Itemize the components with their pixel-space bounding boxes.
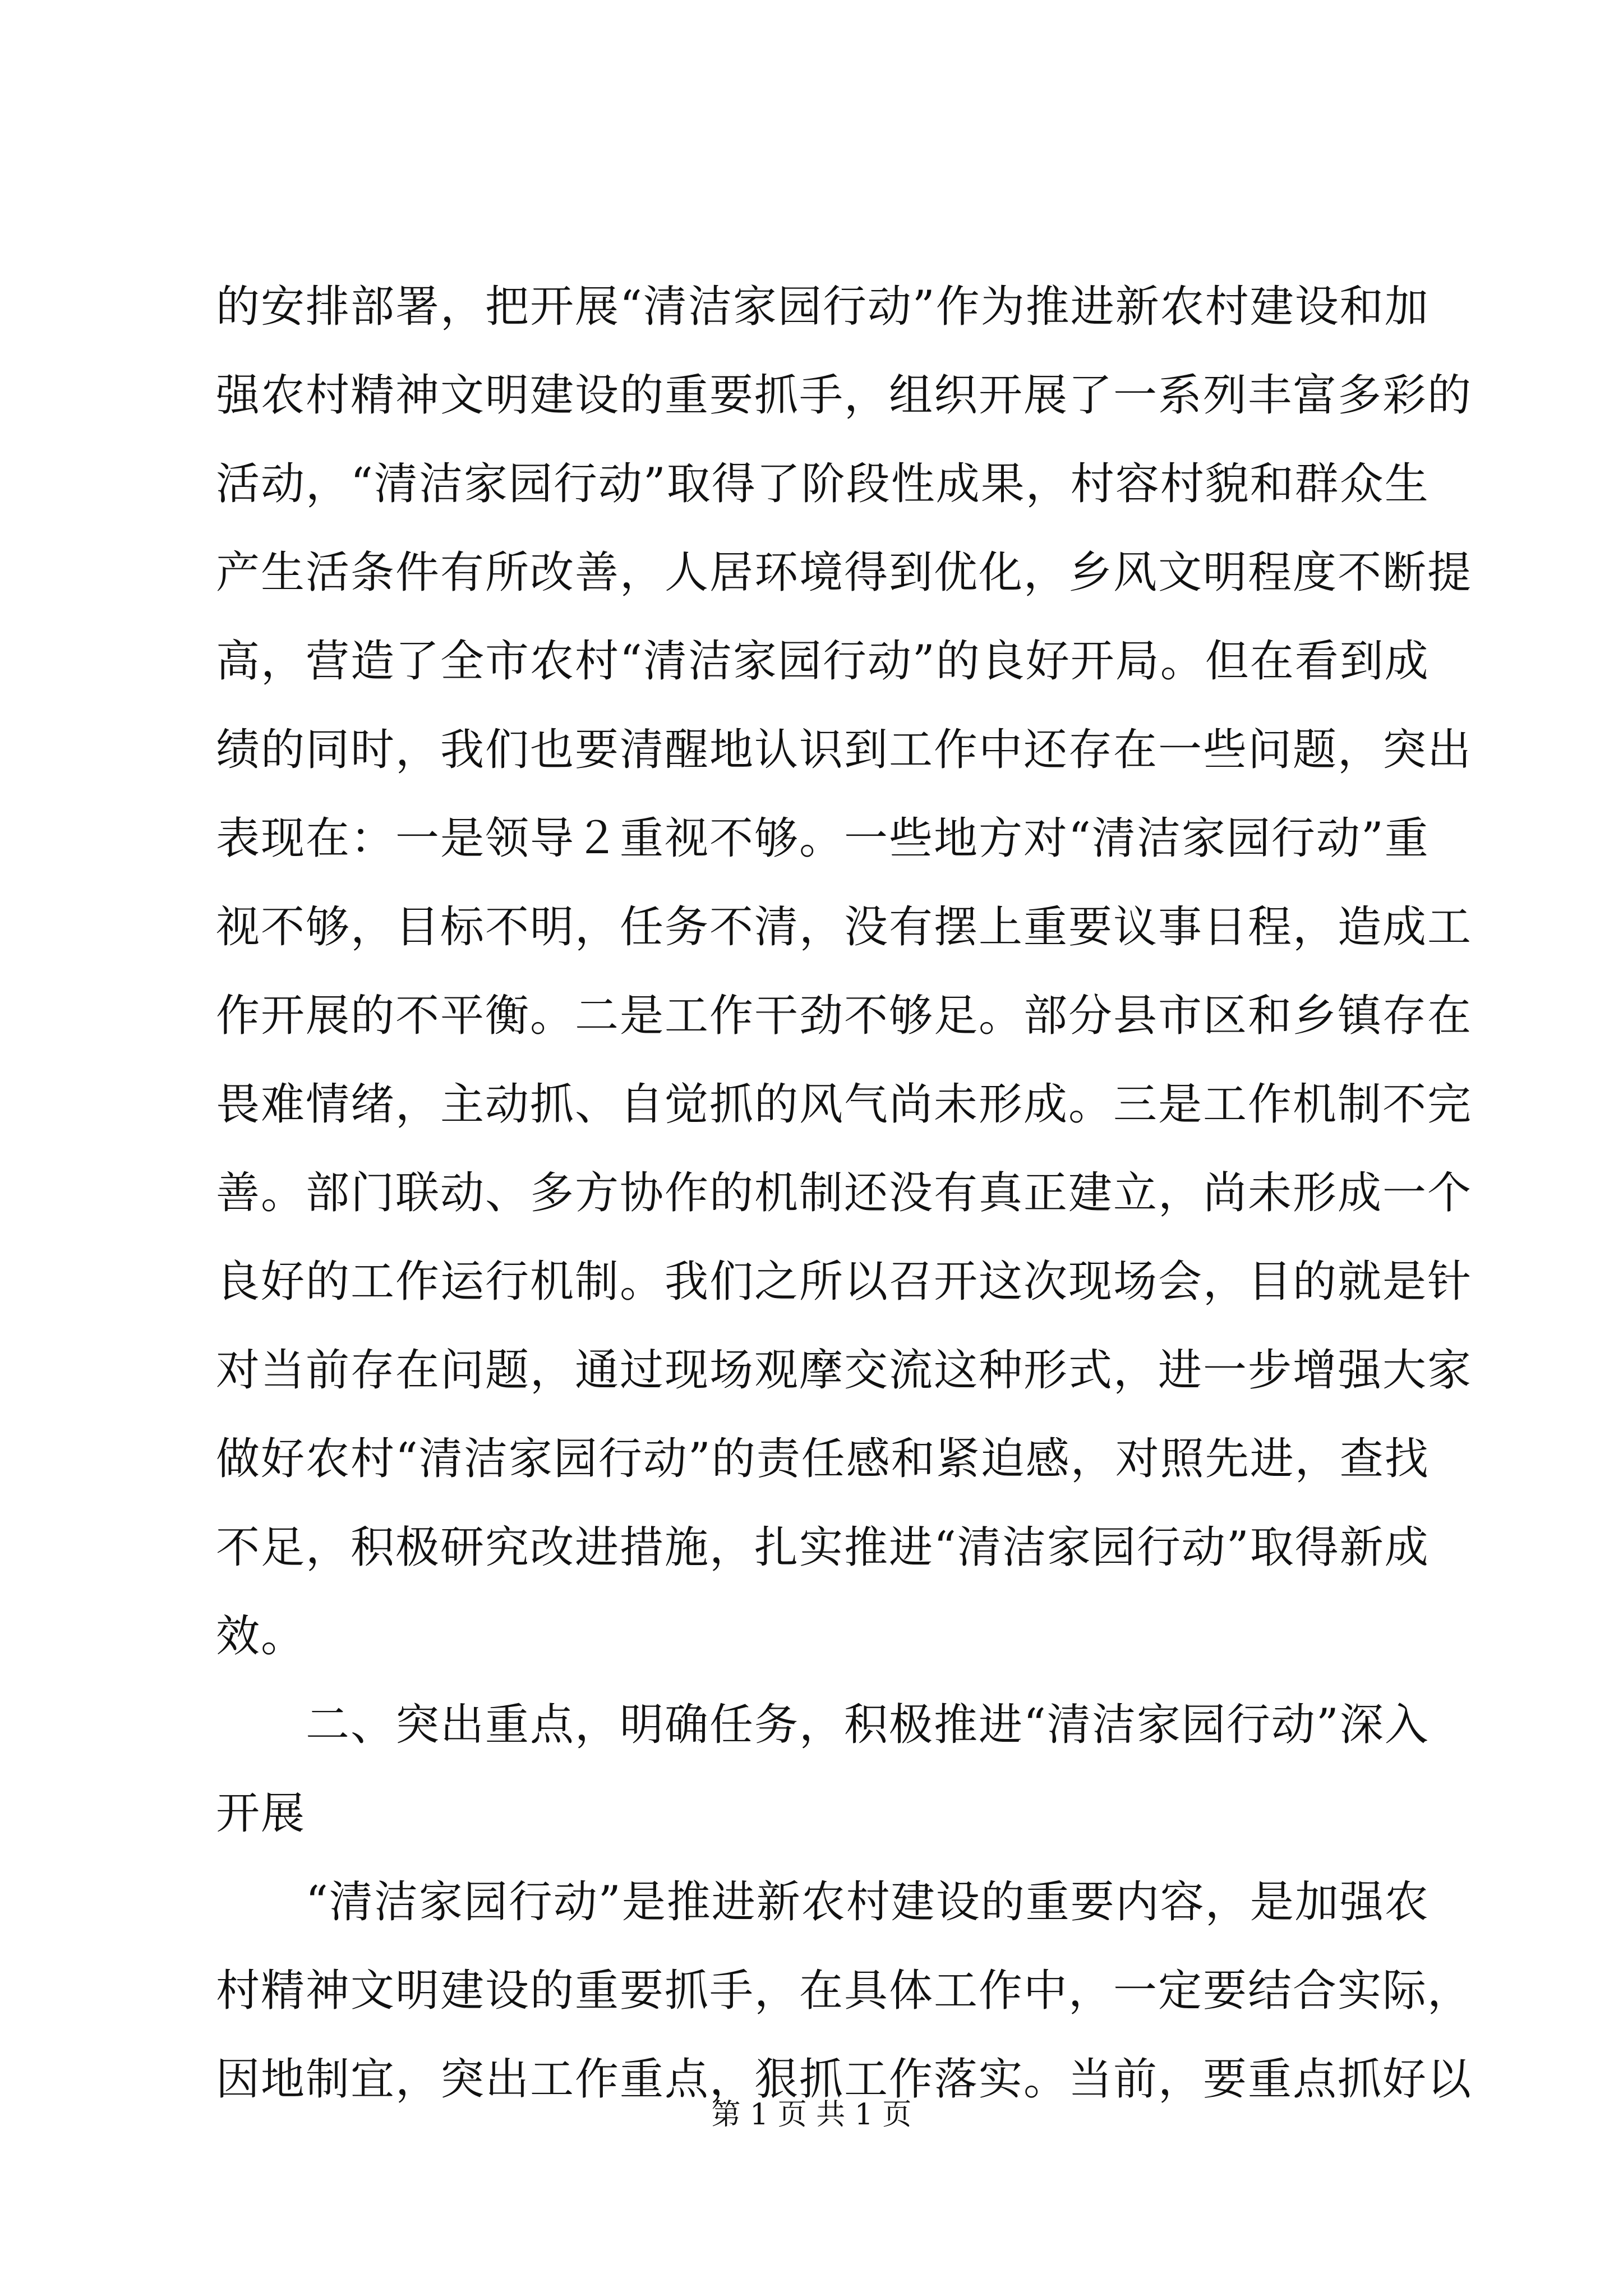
text-line: “清洁家园行动”是推进新农村建设的重要内容，是加强农: [306, 1877, 1430, 1927]
page-footer: 第 1 页 共 1 页: [711, 2098, 912, 2132]
text-line: 做好农村“清洁家园行动”的责任感和紧迫感，对照先进，查找: [216, 1434, 1430, 1484]
text-line: 对当前存在问题，通过现场观摩交流这种形式，进一步增强大家: [216, 1345, 1473, 1396]
text-line: 畏难情绪，主动抓、自觉抓的风气尚未形成。三是工作机制不完: [216, 1079, 1473, 1130]
text-line: 绩的同时，我们也要清醒地认识到工作中还存在一些问题，突出: [216, 725, 1473, 775]
text-line: 高，营造了全市农村“清洁家园行动”的良好开局。但在看到成: [216, 636, 1430, 687]
text-line: 产生活条件有所改善，人居环境得到优化，乡风文明程度不断提: [216, 547, 1473, 598]
text-line: 视不够，目标不明，任务不清，没有摆上重要议事日程，造成工: [216, 902, 1473, 953]
text-line: 效。: [216, 1611, 306, 1662]
section-heading-continued: 开展: [216, 1788, 306, 1839]
section-heading: 二、突出重点，明确任务，积极推进“清洁家园行动”深入: [306, 1700, 1430, 1750]
text-line: 村精神文明建设的重要抓手，在具体工作中，一定要结合实际，: [216, 1966, 1473, 2016]
text-line: 表现在：一是领导２重视不够。一些地方对“清洁家园行动”重: [216, 813, 1430, 864]
text-line: 活动，“清洁家园行动”取得了阶段性成果，村容村貌和群众生: [216, 459, 1430, 509]
text-line: 因地制宜，突出工作重点，狠抓工作落实。当前，要重点抓好以: [216, 2054, 1473, 2105]
text-line: 良好的工作运行机制。我们之所以召开这次现场会，目的就是针: [216, 1257, 1473, 1307]
text-line: 强农村精神文明建设的重要抓手，组织开展了一系列丰富多彩的: [216, 370, 1473, 421]
text-line: 的安排部署，把开展“清洁家园行动”作为推进新农村建设和加: [216, 282, 1430, 332]
text-line: 作开展的不平衡。二是工作干劲不够足。部分县市区和乡镇存在: [216, 991, 1473, 1041]
text-line: 不足，积极研究改进措施，扎实推进“清洁家园行动”取得新成: [216, 1522, 1430, 1573]
body-text: [216, 263, 1473, 2124]
text-line: 善。部门联动、多方协作的机制还没有真正建立，尚未形成一个: [216, 1168, 1473, 1218]
